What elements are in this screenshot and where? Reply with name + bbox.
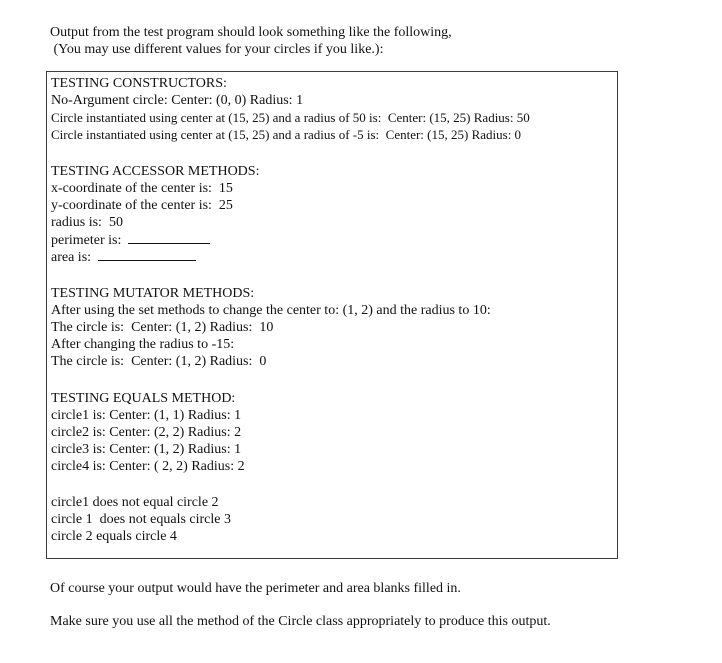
area-blank bbox=[98, 248, 196, 261]
constructors-line: Circle instantiated using center at (15, 25) and a radius of 50 is: Center: (15, 25) Radius: 50 bbox=[51, 110, 530, 125]
perimeter-label: perimeter is: bbox=[51, 233, 122, 248]
instructions-intro bbox=[50, 24, 452, 58]
mutators-section bbox=[51, 285, 491, 370]
equals-line: circle2 is: Center: (2, 2) Radius: 2 bbox=[51, 425, 242, 440]
footer-note-2: Make sure you use all the method of the Circle class appropriately to produce this output. bbox=[50, 614, 551, 629]
area-line bbox=[51, 248, 259, 265]
intro-line-1: Output from the test program should look something like the following, bbox=[50, 25, 452, 40]
mutators-line: After changing the radius to -15: bbox=[51, 337, 235, 352]
perimeter-blank bbox=[128, 231, 210, 244]
constructors-heading: TESTING CONSTRUCTORS: bbox=[51, 76, 227, 91]
area-label: area is: bbox=[51, 250, 92, 265]
equals-heading: TESTING EQUALS METHOD: bbox=[51, 391, 236, 406]
constructors-section bbox=[51, 75, 530, 143]
equals-line: circle3 is: Center: (1, 2) Radius: 1 bbox=[51, 442, 242, 457]
accessors-line: x-coordinate of the center is: 15 bbox=[51, 181, 233, 196]
constructors-line: No-Argument circle: Center: (0, 0) Radius: 1 bbox=[51, 93, 304, 108]
accessors-heading: TESTING ACCESSOR METHODS: bbox=[51, 164, 260, 179]
accessors-line: radius is: 50 bbox=[51, 215, 123, 230]
equals-result: circle 1 does not equals circle 3 bbox=[51, 512, 231, 527]
constructors-line: Circle instantiated using center at (15, 25) and a radius of -5 is: Center: (15, 25) Radius: 0 bbox=[51, 127, 522, 142]
footer-note-1: Of course your output would have the perimeter and area blanks filled in. bbox=[50, 581, 461, 596]
mutators-heading: TESTING MUTATOR METHODS: bbox=[51, 286, 255, 301]
accessors-section bbox=[51, 163, 259, 265]
equals-section bbox=[51, 390, 245, 475]
mutators-line: The circle is: Center: (1, 2) Radius: 0 bbox=[51, 354, 267, 369]
equals-line: circle1 is: Center: (1, 1) Radius: 1 bbox=[51, 408, 242, 423]
perimeter-line bbox=[51, 231, 259, 248]
equals-result: circle 2 equals circle 4 bbox=[51, 529, 177, 544]
equals-line: circle4 is: Center: ( 2, 2) Radius: 2 bbox=[51, 459, 245, 474]
sample-output-box bbox=[46, 71, 618, 559]
intro-line-2: (You may use different values for your circles if you like.): bbox=[50, 42, 384, 57]
accessors-line: y-coordinate of the center is: 25 bbox=[51, 198, 233, 213]
mutators-line: After using the set methods to change the center to: (1, 2) and the radius to 10: bbox=[51, 303, 491, 318]
equals-results-section bbox=[51, 494, 231, 545]
equals-result: circle1 does not equal circle 2 bbox=[51, 495, 219, 510]
mutators-line: The circle is: Center: (1, 2) Radius: 10 bbox=[51, 320, 274, 335]
